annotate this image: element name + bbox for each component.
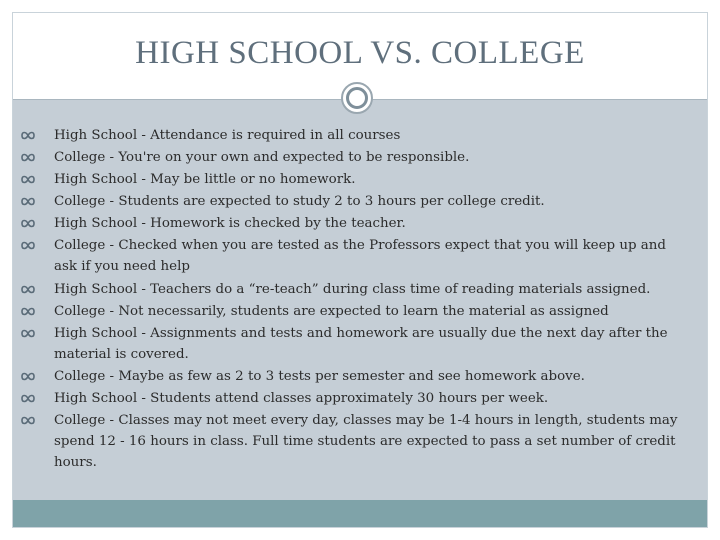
bullet-item: [13, 191, 707, 212]
bullet-item: [13, 366, 707, 387]
bullet-text: High School - Students attend classes approximately 30 hours per week.: [54, 390, 549, 406]
infinity-bullet-icon: [20, 152, 36, 163]
bullet-item: [13, 388, 707, 409]
infinity-bullet-icon: [20, 415, 36, 426]
infinity-bullet-icon: [20, 328, 36, 339]
bullet-item: [13, 147, 707, 168]
infinity-bullet-icon: [20, 240, 36, 251]
bullet-text: College - Classes may not meet every day, classes may be 1-4 hours in length, students may spend 12 - 16 hours in class. Full time students are expected to pass a set number of credit hours.: [54, 413, 678, 471]
infinity-bullet-icon: [20, 130, 36, 141]
bullet-item: [13, 301, 707, 322]
infinity-bullet-icon: [20, 196, 36, 207]
bullet-text: High School - Attendance is required in all courses: [54, 128, 401, 143]
circle-ornament-icon: [341, 82, 373, 114]
infinity-bullet-icon: [20, 306, 36, 317]
bullet-item: [13, 169, 707, 190]
infinity-bullet-icon: [20, 371, 36, 382]
infinity-bullet-icon: [20, 218, 36, 229]
bullet-item: [13, 125, 707, 146]
bullet-item: [13, 279, 707, 300]
bullet-text: College - You're on your own and expected to be responsible.: [54, 150, 470, 166]
bullet-item: [13, 410, 707, 473]
bullet-text: High School - May be little or no homework.: [54, 172, 356, 188]
bullet-text: College - Checked when you are tested as the Professors expect that you will keep up and ask if you need help: [54, 238, 666, 275]
bullet-item: [13, 213, 707, 234]
slide-frame: [12, 12, 708, 528]
bullet-list: [13, 125, 707, 474]
infinity-bullet-icon: [20, 174, 36, 185]
infinity-bullet-icon: [20, 284, 36, 295]
bullet-item: [13, 323, 707, 365]
slide-title: HIGH SCHOOL VS. COLLEGE: [135, 35, 585, 71]
bullet-text: College - Students are expected to study 2 to 3 hours per college credit.: [54, 194, 545, 210]
bullet-text: High School - Homework is checked by the teacher.: [54, 216, 406, 232]
bullet-text: High School - Assignments and tests and homework are usually due the next day after the material is covered.: [54, 325, 668, 362]
footer-bar: [13, 500, 707, 527]
bullet-text: College - Maybe as few as 2 to 3 tests per semester and see homework above.: [54, 368, 585, 384]
bullet-text: High School - Teachers do a “re-teach” during class time of reading materials assigned.: [54, 281, 651, 297]
bullet-text: College - Not necessarily, students are expected to learn the material as assigned: [54, 303, 609, 319]
bullet-item: [13, 235, 707, 277]
infinity-bullet-icon: [20, 393, 36, 404]
